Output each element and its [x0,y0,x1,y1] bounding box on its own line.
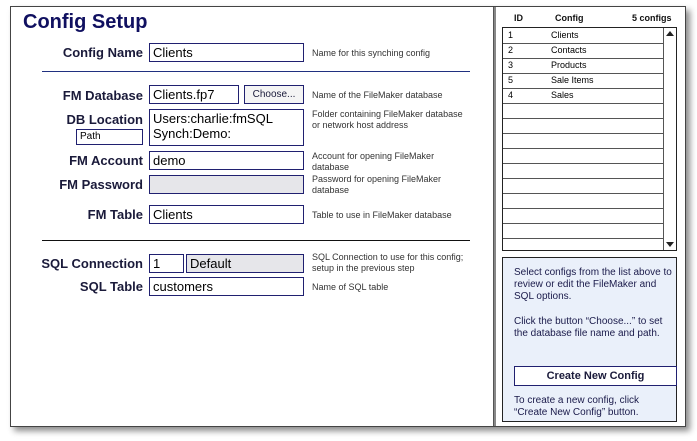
config-name-help: Name for this synching config [312,48,431,58]
list-header-id: ID [514,13,523,23]
fm-database-label: FM Database [62,88,143,103]
page-title: Config Setup [23,11,148,33]
list-item-empty[interactable] [503,118,665,134]
db-location-help [312,109,463,131]
list-item-name: Contacts [551,45,587,55]
sql-connection-help-line-2: setup in the previous step [312,263,415,273]
list-item-id: 5 [508,75,514,85]
list-item-name: Sale Items [551,75,594,85]
db-location-field[interactable] [149,109,304,146]
fm-table-field[interactable]: Clients [149,205,304,224]
list-item-empty[interactable] [503,178,665,194]
list-item-id: 1 [508,30,514,40]
list-item-id: 4 [508,90,514,100]
fm-password-help-line-1: Password for opening FileMaker [312,174,442,184]
fm-table-help: Table to use in FileMaker database [312,210,452,220]
list-item-empty[interactable] [503,208,665,224]
sql-connection-help-line-1: SQL Connection to use for this config; [312,252,464,262]
db-location-label: DB Location [66,112,143,127]
info-text-3: To create a new config, click “Create New Config” button. [514,395,640,418]
fm-password-field[interactable] [149,175,304,194]
list-item[interactable] [503,88,665,104]
sql-connection-label: SQL Connection [41,256,143,271]
info-panel [502,257,677,422]
create-new-config-button[interactable]: Create New Config [514,366,677,386]
list-header-config: Config [555,13,584,23]
list-item-empty[interactable] [503,148,665,164]
sql-connection-id-field[interactable]: 1 [149,254,184,273]
list-item-id: 2 [508,45,514,55]
divider-top [42,71,470,72]
sql-table-label: SQL Table [79,279,143,294]
fm-database-help: Name of the FileMaker database [312,90,443,100]
config-list[interactable] [502,27,677,251]
panel-separator [493,7,496,426]
fm-password-help [312,174,441,196]
list-item[interactable] [503,73,665,89]
db-location-line-1: Users:charlie:fmSQL [153,111,273,126]
divider-bottom [42,240,470,241]
fm-account-help [312,151,434,173]
config-name-field[interactable]: Clients [149,43,304,62]
fm-account-help-line-2: database [312,162,350,172]
scroll-down-icon[interactable] [666,242,674,247]
list-scrollbar[interactable] [663,28,676,250]
list-item-empty[interactable] [503,223,665,239]
db-location-help-line-1: Folder containing FileMaker database [312,109,463,119]
list-item-empty[interactable] [503,133,665,149]
fm-password-help-line-2: database [312,185,350,195]
sql-connection-help [312,252,463,274]
fm-account-field[interactable]: demo [149,151,304,170]
list-item-empty[interactable] [503,103,665,119]
scroll-up-icon[interactable] [666,31,674,36]
list-item[interactable] [503,28,665,44]
list-item-empty[interactable] [503,193,665,209]
choose-button[interactable]: Choose... [244,85,304,104]
db-location-help-line-2: or network host address [312,120,409,130]
fm-account-label: FM Account [69,153,143,168]
list-header-count: 5 configs [632,13,672,23]
list-item[interactable] [503,58,665,74]
info-text-1: Select configs from the list above to review or edit the FileMaker and SQL options. [514,267,672,302]
db-location-line-2: Synch:Demo: [153,126,232,141]
list-item-empty[interactable] [503,163,665,179]
list-item-name: Clients [551,30,579,40]
fm-password-label: FM Password [59,177,143,192]
list-item-id: 3 [508,60,514,70]
list-item-name: Products [551,60,587,70]
config-setup-window [10,6,686,427]
info-text-2: Click the button “Choose...” to set the database file name and path. [514,316,663,339]
path-field[interactable]: Path [76,129,143,145]
fm-database-field[interactable]: Clients.fp7 [149,85,239,104]
fm-table-label: FM Table [87,207,143,222]
fm-account-help-line-1: Account for opening FileMaker [312,151,435,161]
sql-table-field[interactable]: customers [149,277,304,296]
list-item-name: Sales [551,90,574,100]
list-item[interactable] [503,43,665,59]
config-name-label: Config Name [62,45,143,60]
sql-connection-name-field: Default [186,254,304,273]
sql-table-help: Name of SQL table [312,282,389,292]
